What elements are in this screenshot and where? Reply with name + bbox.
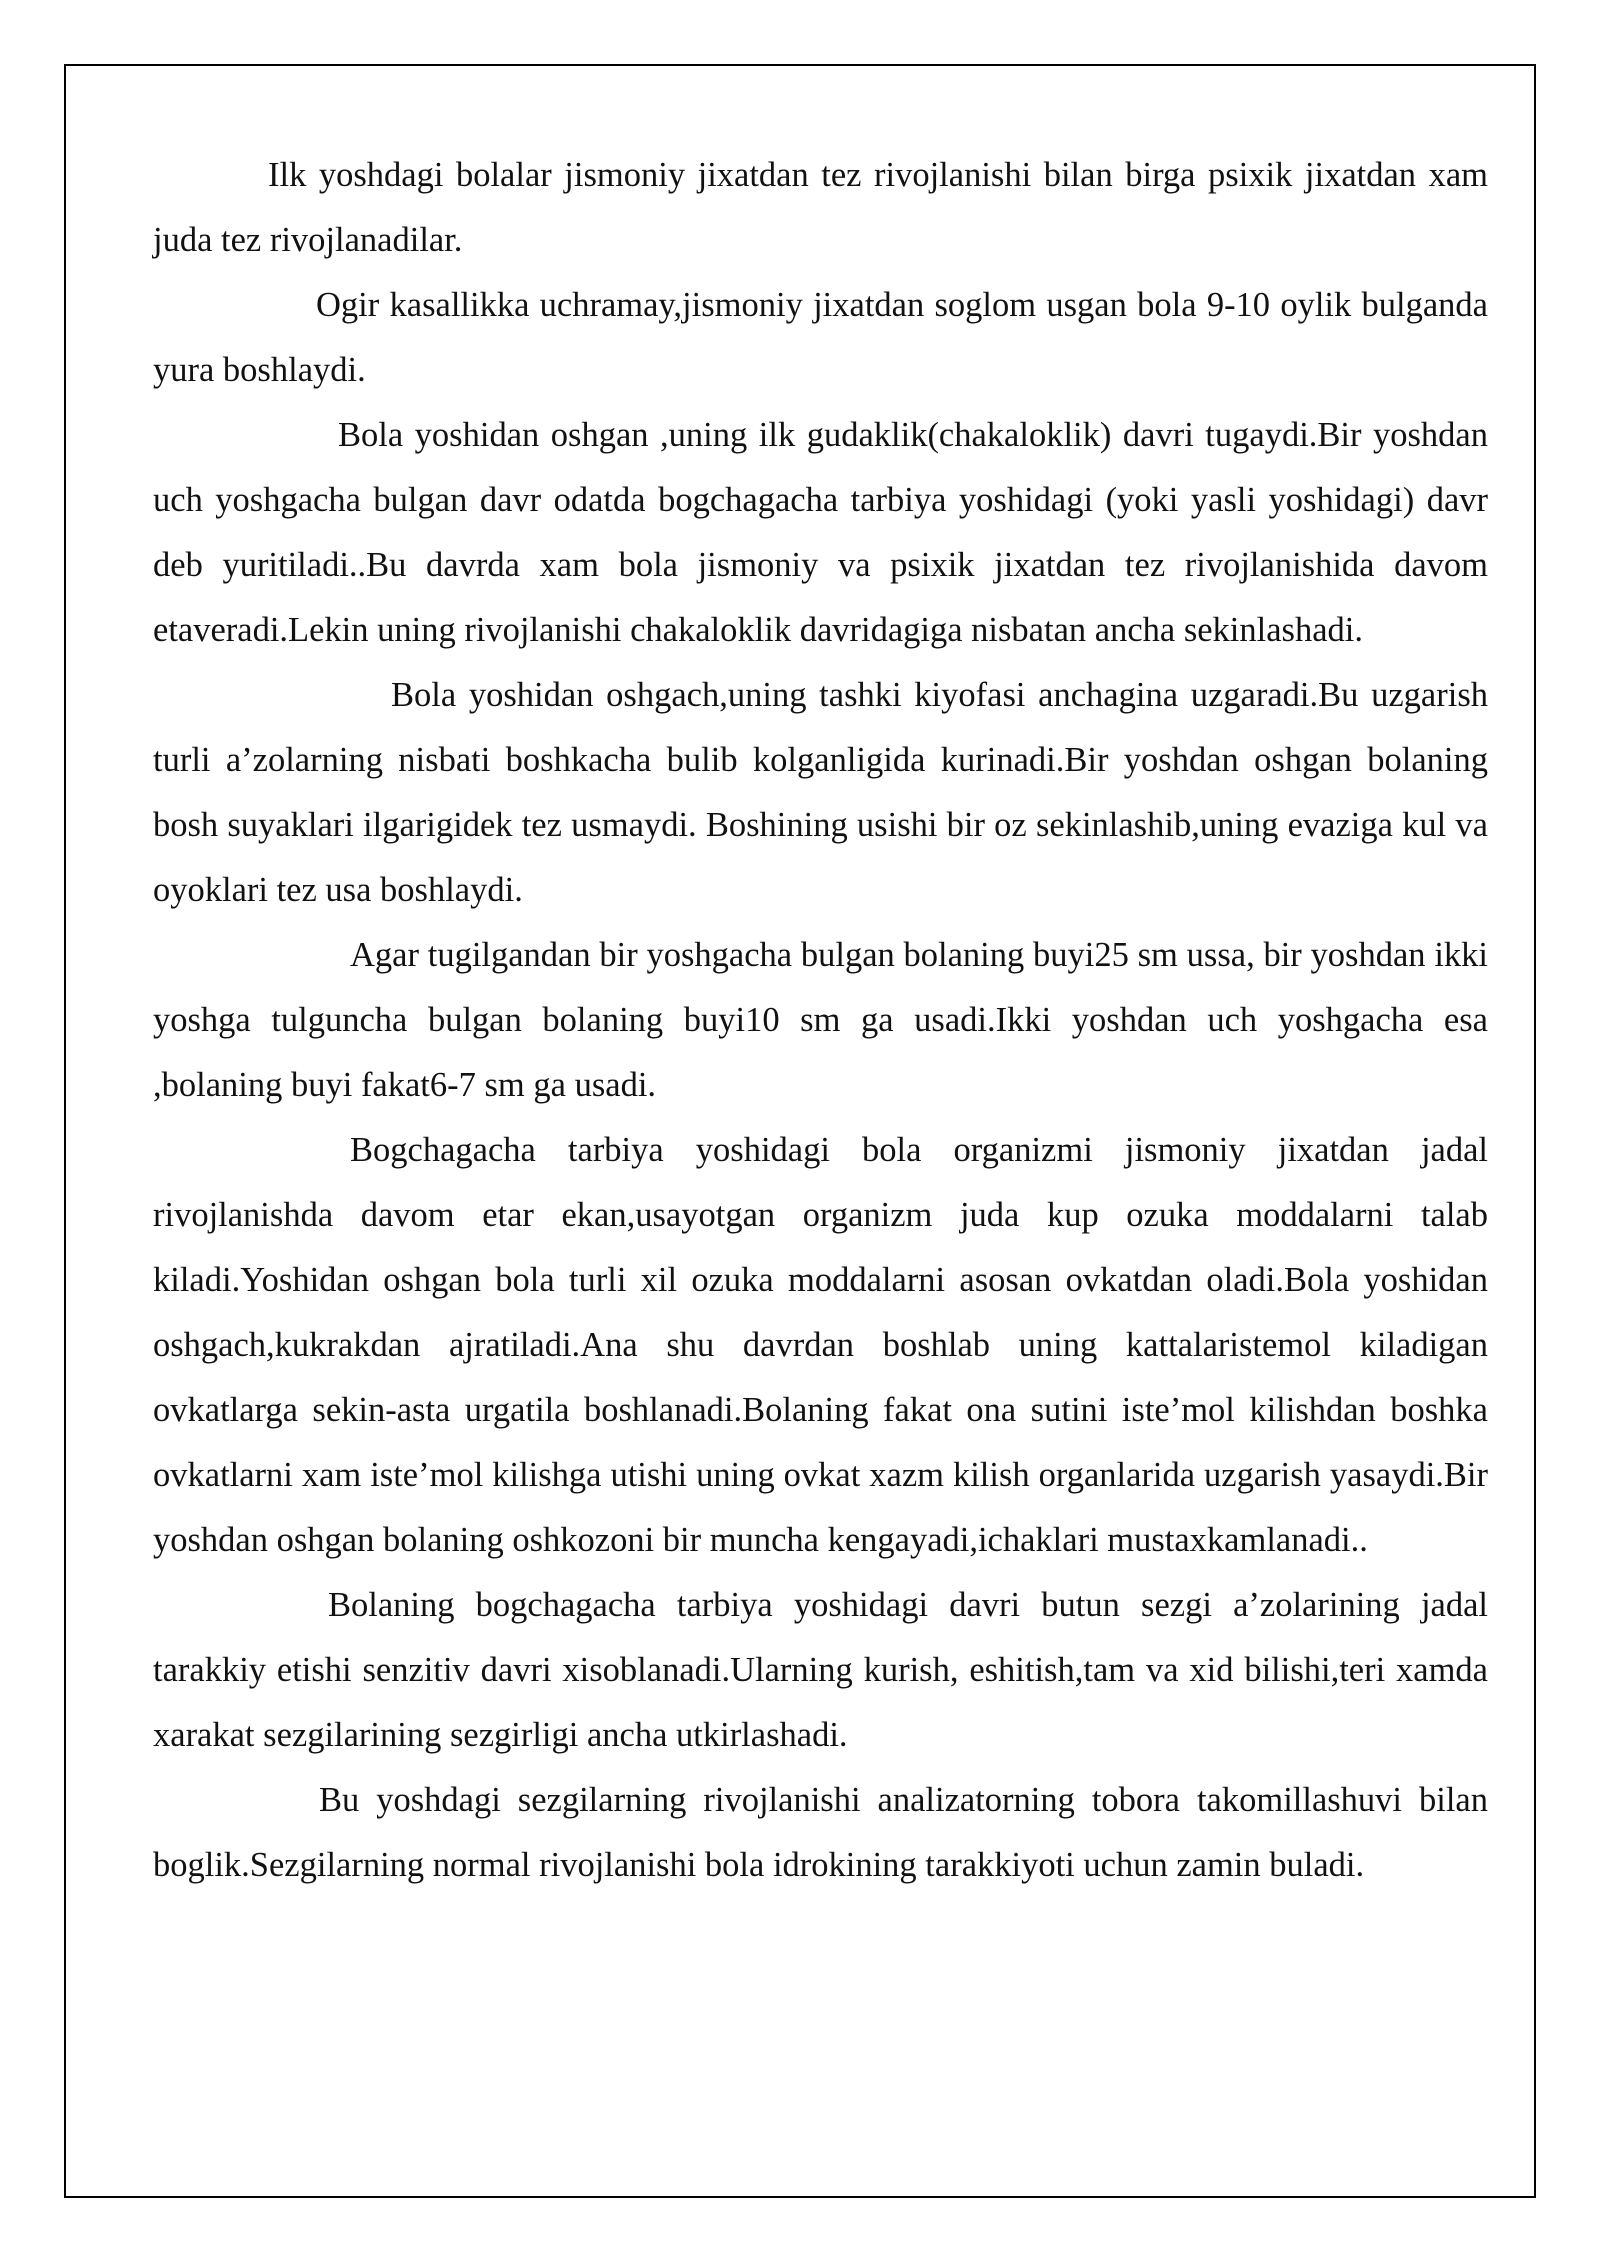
paragraph-6: Bogchagacha tarbiya yoshidagi bola organizmi jismoniy jixatdan jadal rivojlanishda davom etar ekan,usayotgan organizm juda kup ozuka moddalarni talab kiladi.Yoshidan oshgan bola turli xil ozuka moddalarni asosan ovkatdan oladi.Bola yoshidan oshgach,kukrakdan ajratiladi.Ana shu davrdan boshlab uning kattalaristemol kiladigan ovkatlarga sekin-asta urgatila boshlanadi.Bolaning fakat ona sutini iste’mol kilishdan boshka ovkatlarni xam iste’mol kilishga utishi uning ovkat xazm kilish organlarida uzgarish yasaydi.Bir yoshdan oshgan bolaning oshkozoni bir muncha kengayadi,ichaklari mustaxkamlanadi.. <box>153 1131 1488 1559</box>
paragraph-4: Bola yoshidan oshgach,uning tashki kiyofasi anchagina uzgaradi.Bu uzgarish turli a’zolarning nisbati boshkacha bulib kolganligida kurinadi.Bir yoshdan oshgan bolaning bosh suyaklari ilgarigidek tez usmaydi. Boshining usishi bir oz sekinlashib,uning evaziga kul va oyoklari tez usa boshlaydi. <box>153 676 1488 909</box>
paragraph-5: Agar tugilgandan bir yoshgacha bulgan bolaning buyi25 sm ussa, bir yoshdan ikki yoshga tulguncha bulgan bolaning buyi10 sm ga usadi.Ikki yoshdan uch yoshgacha esa ,bolaning buyi fakat6-7 sm ga usadi. <box>153 936 1488 1104</box>
paragraph-3: Bola yoshidan oshgan ,uning ilk gudaklik(chakaloklik) davri tugaydi.Bir yoshdan uch yoshgacha bulgan davr odatda bogchagacha tarbiya yoshidagi (yoki yasli yoshidagi) davr deb yuritiladi..Bu davrda xam bola jismoniy va psixik jixatdan tez rivojlanishida davom etaveradi.Lekin uning rivojlanishi chakaloklik davridagiga nisbatan ancha sekinlashadi. <box>153 416 1488 649</box>
paragraph-7: Bolaning bogchagacha tarbiya yoshidagi davri butun sezgi a’zolarining jadal tarakkiy etishi senzitiv davri xisoblanadi.Ularning kurish, eshitish,tam va xid bilishi,teri xamda xarakat sezgilarining sezgirligi ancha utkirlashadi. <box>153 1586 1488 1754</box>
paragraph-8: Bu yoshdagi sezgilarning rivojlanishi analizatorning tobora takomillashuvi bilan boglik.Sezgilarning normal rivojlanishi bola idrokining tarakkiyoti uchun zamin buladi. <box>153 1781 1488 1884</box>
paragraph-1: Ilk yoshdagi bolalar jismoniy jixatdan tez rivojlanishi bilan birga psixik jixatdan xam juda tez rivojlanadilar. <box>153 156 1488 259</box>
paragraph-2: Ogir kasallikka uchramay,jismoniy jixatdan soglom usgan bola 9-10 oylik bulganda yura boshlaydi. <box>153 286 1488 389</box>
document-body <box>153 143 1488 1898</box>
